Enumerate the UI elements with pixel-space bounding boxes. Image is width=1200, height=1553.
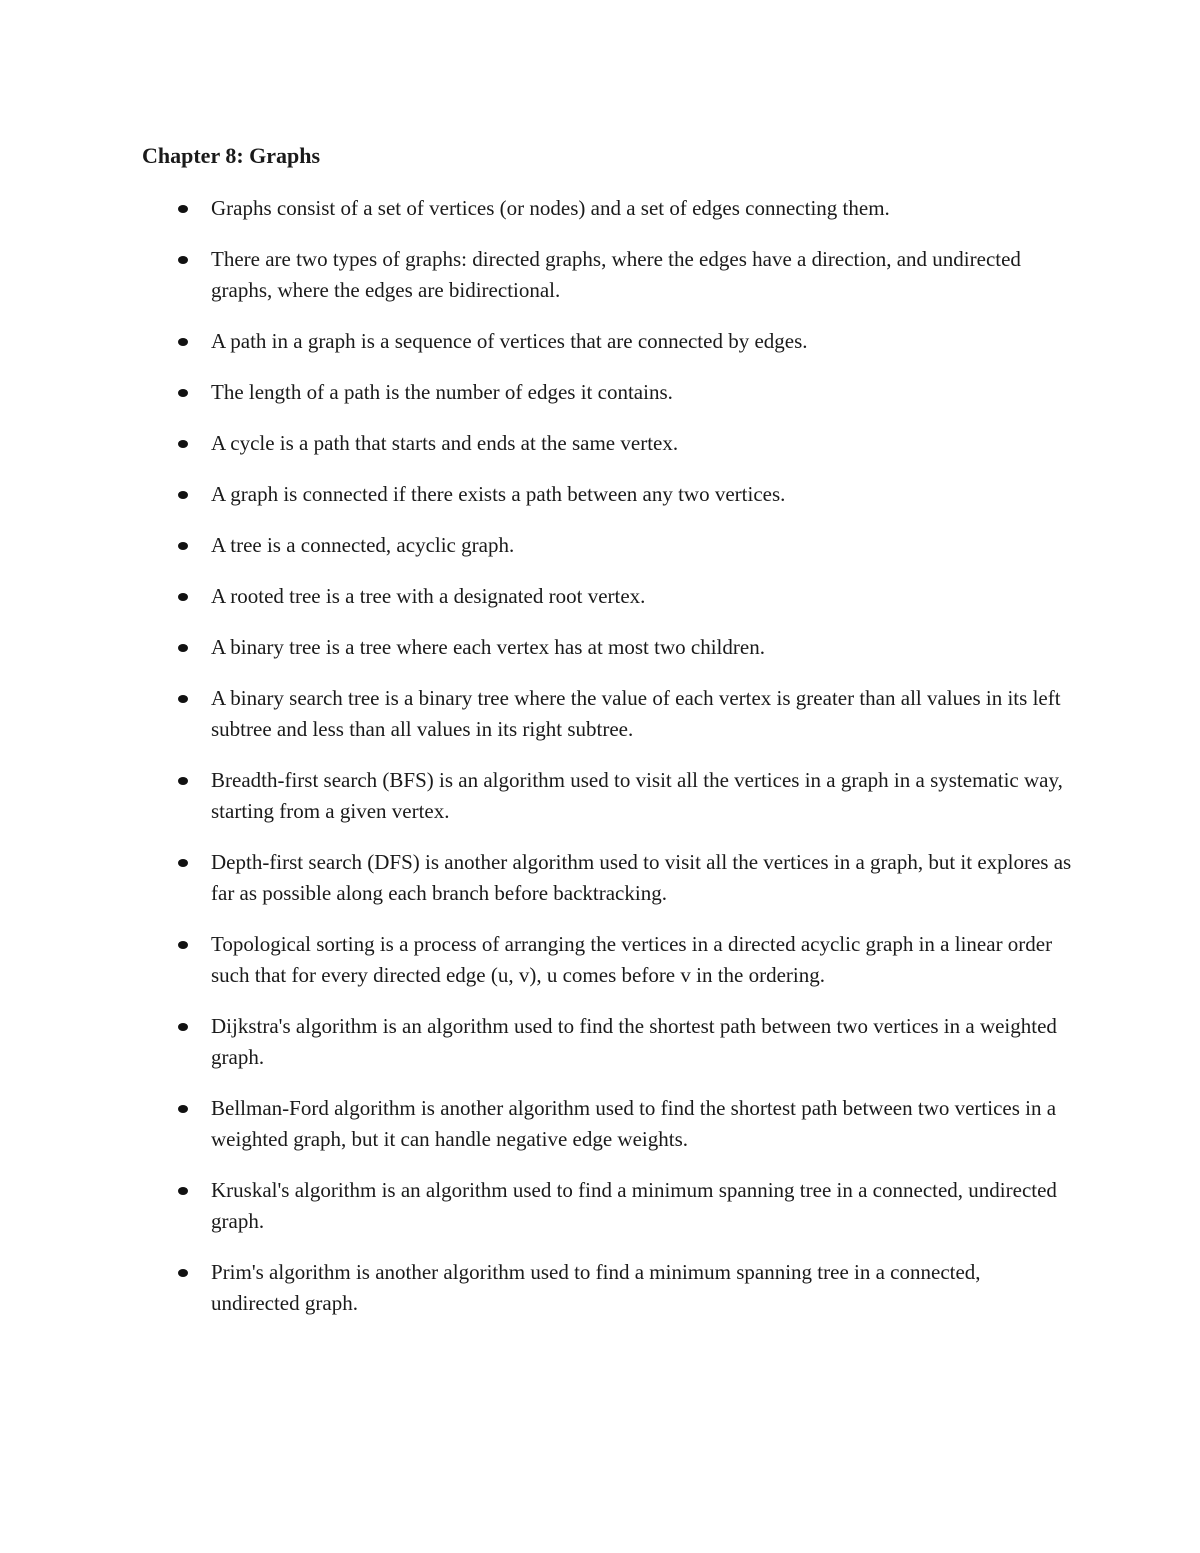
bullet-icon [178,205,188,213]
list-item-text: Graphs consist of a set of vertices (or nodes) and a set of edges connecting them. [211,196,890,220]
list-item [142,326,1072,357]
bullet-icon [178,593,188,601]
list-item [142,581,1072,612]
list-item [142,193,1072,224]
list-item [142,530,1072,561]
list-item-text: Kruskal's algorithm is an algorithm used to find a minimum spanning tree in a connected, undirected graph. [211,1178,1057,1233]
bullet-icon [178,389,188,397]
bullet-icon [178,695,188,703]
list-item [142,929,1072,991]
list-item [142,632,1072,663]
bullet-icon [178,440,188,448]
bullet-icon [178,777,188,785]
list-item-text: A rooted tree is a tree with a designated root vertex. [211,584,646,608]
bullet-icon [178,941,188,949]
bullet-icon [178,542,188,550]
bullet-icon [178,256,188,264]
bullet-icon [178,1269,188,1277]
list-item-text: Topological sorting is a process of arranging the vertices in a directed acyclic graph in a linear order such that for every directed edge (u, v), u comes before v in the ordering. [211,932,1053,987]
list-item [142,1175,1072,1237]
list-item-text: There are two types of graphs: directed graphs, where the edges have a direction, and undirected graphs, where the edges are bidirectional. [211,247,1021,302]
list-item [142,683,1072,745]
list-item [142,479,1072,510]
bullet-icon [178,1023,188,1031]
bullet-icon [178,491,188,499]
bullet-icon [178,1187,188,1195]
list-item-text: A path in a graph is a sequence of vertices that are connected by edges. [211,329,808,353]
list-item-text: Bellman-Ford algorithm is another algorithm used to find the shortest path between two vertices in a weighted graph, but it can handle negative edge weights. [211,1096,1057,1151]
list-item-text: Dijkstra's algorithm is an algorithm used to find the shortest path between two vertices in a weighted graph. [211,1014,1057,1069]
list-item [142,847,1072,909]
list-item [142,1093,1072,1155]
list-item-text: Prim's algorithm is another algorithm used to find a minimum spanning tree in a connected, undirected graph. [211,1260,981,1315]
list-item-text: A graph is connected if there exists a path between any two vertices. [211,482,786,506]
list-item-text: A cycle is a path that starts and ends at the same vertex. [211,431,679,455]
list-item-text: A tree is a connected, acyclic graph. [211,533,515,557]
list-item [142,1011,1072,1073]
list-item-text: A binary search tree is a binary tree where the value of each vertex is greater than all values in its left subtree and less than all values in its right subtree. [211,686,1061,741]
bullet-icon [178,338,188,346]
list-item [142,428,1072,459]
list-item [142,244,1072,306]
list-item-text: Depth-first search (DFS) is another algorithm used to visit all the vertices in a graph, but it explores as far as possible along each branch before backtracking. [211,850,1072,905]
list-item-text: The length of a path is the number of edges it contains. [211,380,673,404]
bullet-list [142,193,1072,1339]
list-item-text: Breadth-first search (BFS) is an algorithm used to visit all the vertices in a graph in a systematic way, starting from a given vertex. [211,768,1063,823]
list-item [142,377,1072,408]
bullet-icon [178,1105,188,1113]
bullet-icon [178,859,188,867]
list-item [142,1257,1072,1319]
list-item-text: A binary tree is a tree where each vertex has at most two children. [211,635,765,659]
page-title: Chapter 8: Graphs [142,143,321,168]
list-item [142,765,1072,827]
bullet-icon [178,644,188,652]
